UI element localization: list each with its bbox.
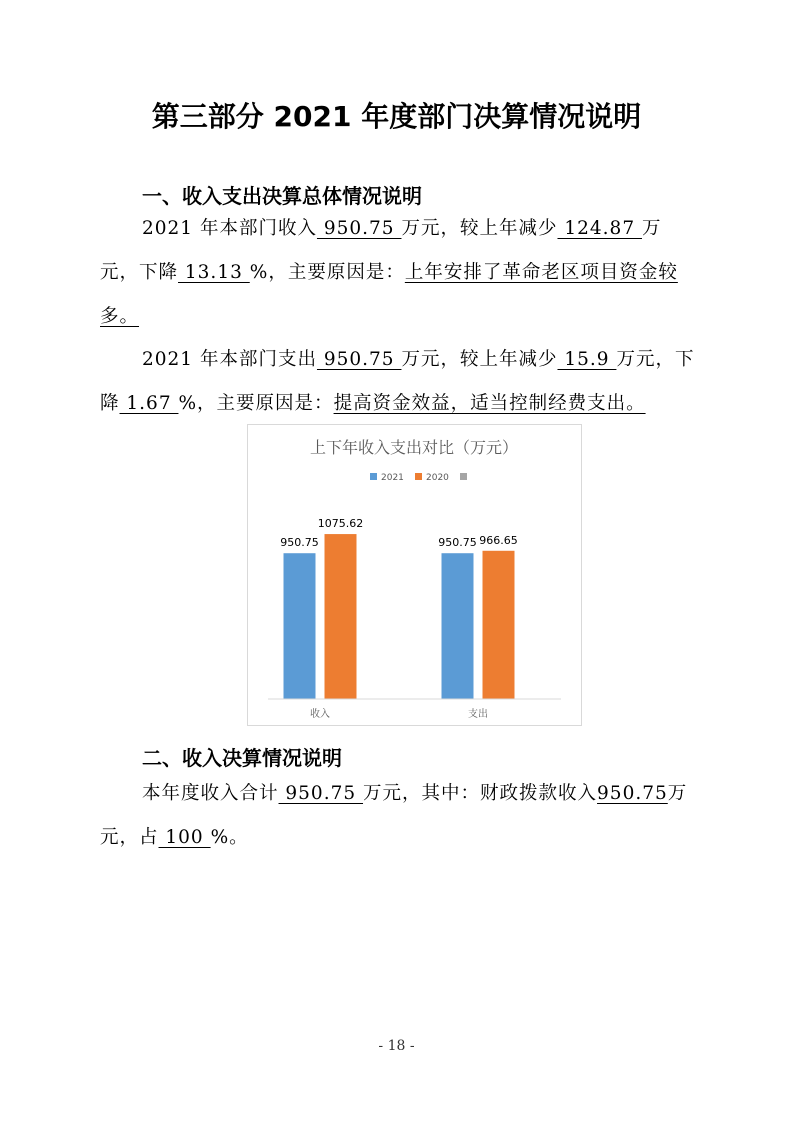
x-tick-label-收入: 收入 (310, 709, 330, 720)
text: %。 (210, 827, 249, 848)
legend-swatch-2020 (415, 473, 422, 480)
data-label-2021-收入: 950.75 (280, 536, 319, 550)
fiscal-income-value: 950.75 (597, 783, 668, 804)
expense-decrease-percent: 1.67 (119, 393, 179, 414)
income-value: 950.75 (316, 218, 402, 239)
text: 万元，下降 (100, 218, 662, 283)
section-heading-2: 二、收入决算情况说明 (142, 746, 342, 770)
text: 万元，下降 (100, 349, 695, 414)
text: 万元，较上年减少 (401, 349, 558, 370)
page-title: 第三部分 2021 年度部门决算情况说明 (151, 100, 642, 133)
legend-label-2021: 2021 (381, 473, 404, 483)
income-decrease-value: 124.87 (557, 218, 642, 239)
total-income-value: 950.75 (278, 783, 364, 804)
bar-2021-支出 (442, 553, 474, 699)
data-label-2020-收入: 1075.62 (317, 517, 364, 531)
text: 本年度收入合计 (142, 783, 279, 804)
text: %，主要原因是： (178, 393, 334, 414)
legend-swatch-2021 (370, 473, 377, 480)
fiscal-income-percent: 100 (158, 827, 211, 848)
expense-reason: 提高资金效益，适当控制经费支出。 (333, 393, 646, 414)
legend-label-2020: 2020 (426, 473, 449, 483)
bar-2020-支出 (483, 551, 515, 699)
chart-bars (280, 517, 518, 699)
data-label-2020-支出: 966.65 (479, 533, 518, 547)
income-detail-paragraph (100, 772, 700, 860)
chart-x-labels (310, 707, 488, 720)
legend-swatch-extra (460, 473, 467, 480)
expense-value: 950.75 (316, 349, 402, 370)
text: 万元，较上年减少 (401, 218, 558, 239)
section-heading-1: 一、收入支出决算总体情况说明 (142, 184, 422, 208)
text: 万元，其中：财政拨款收入 (363, 783, 598, 804)
chart-svg (248, 425, 581, 725)
income-decrease-percent: 13.13 (178, 262, 250, 283)
income-reason: 上年安排了革命老区项目资金较多。 (100, 262, 678, 327)
text: %，主要原因是： (249, 262, 405, 283)
chart-title: 上下年收入支出对比（万元） (309, 438, 519, 457)
page-number: - 18 - (378, 1038, 415, 1054)
income-paragraph (100, 207, 700, 339)
text: 万元，占 (100, 783, 688, 848)
expense-decrease-value: 15.9 (557, 349, 617, 370)
bar-2020-收入 (325, 534, 357, 699)
expense-paragraph (100, 338, 700, 426)
data-label-2021-支出: 950.75 (438, 536, 477, 550)
bar-2021-收入 (284, 553, 316, 699)
chart-legend (370, 473, 467, 483)
income-expense-chart (247, 424, 582, 726)
text: 2021 年本部门收入 (142, 218, 317, 239)
x-tick-label-支出: 支出 (468, 709, 488, 720)
text: 2021 年本部门支出 (142, 349, 317, 370)
